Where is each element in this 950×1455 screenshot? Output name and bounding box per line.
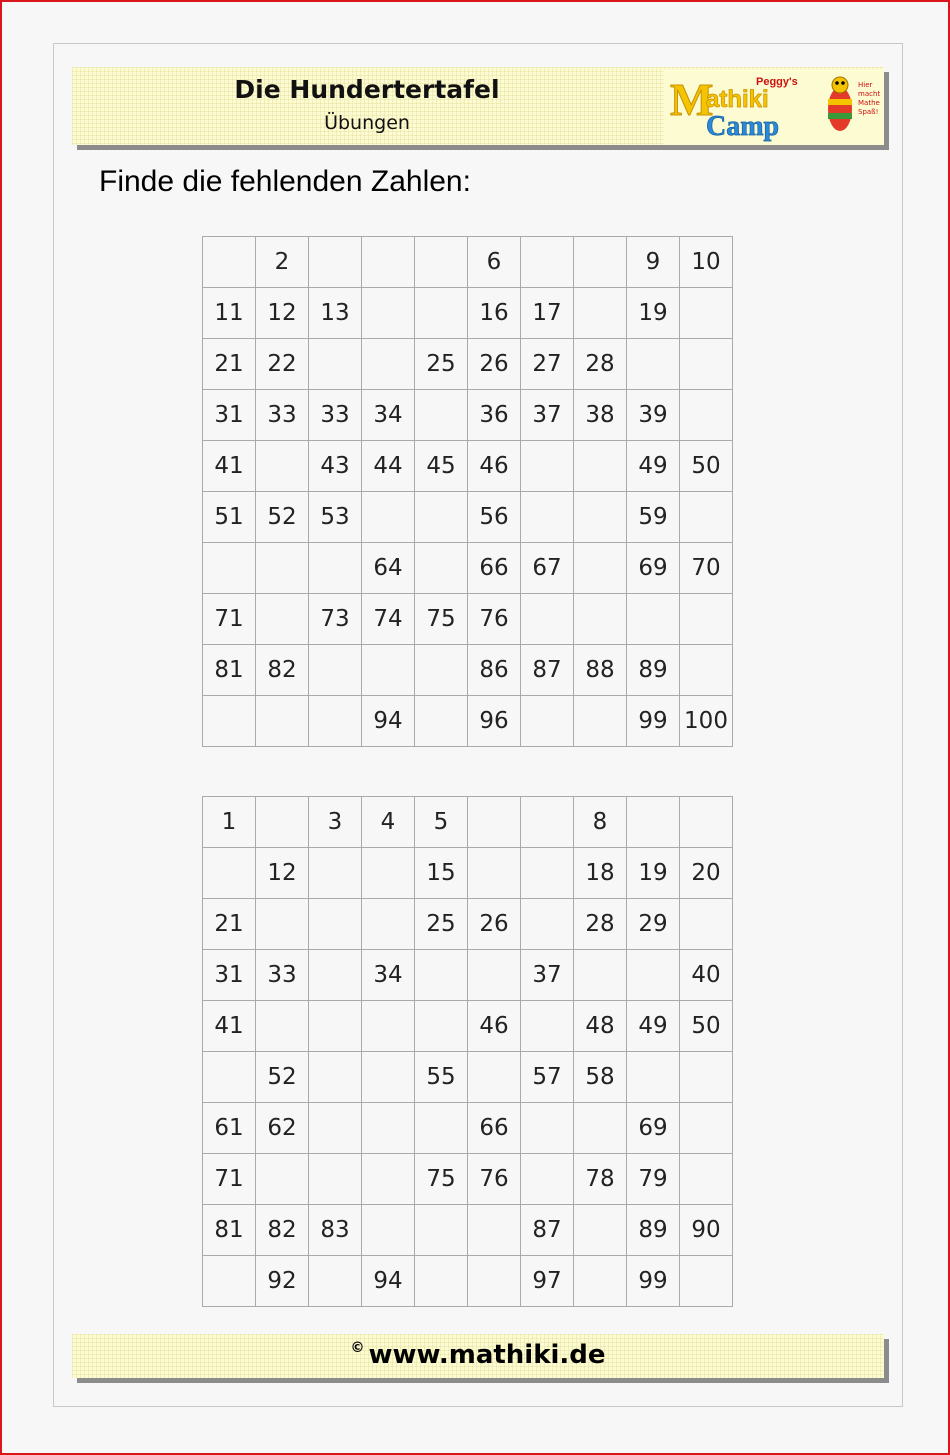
grid-cell: 12 (256, 288, 309, 339)
grid-cell-empty (680, 492, 733, 543)
grid-cell: 18 (574, 848, 627, 899)
grid-cell-empty (362, 339, 415, 390)
grid-cell-empty (680, 899, 733, 950)
grid-cell-empty (521, 1001, 574, 1052)
grid-cell: 17 (521, 288, 574, 339)
grid-cell: 12 (256, 848, 309, 899)
grid-cell-empty (627, 1052, 680, 1103)
grid-cell: 53 (309, 492, 362, 543)
grid-cell-empty (309, 848, 362, 899)
grid-cell-empty (256, 441, 309, 492)
grid-cell: 56 (468, 492, 521, 543)
grid-cell-empty (415, 492, 468, 543)
grid-cell-empty (468, 1052, 521, 1103)
grid-cell: 75 (415, 1154, 468, 1205)
grid-cell: 20 (680, 848, 733, 899)
grid-cell-empty (574, 696, 627, 747)
grid-row (203, 645, 733, 696)
grid-cell: 28 (574, 899, 627, 950)
grid-cell-empty (256, 899, 309, 950)
grid-cell: 79 (627, 1154, 680, 1205)
grid-cell: 43 (309, 441, 362, 492)
grid-cell: 46 (468, 441, 521, 492)
grid-cell-empty (468, 797, 521, 848)
grid-row (203, 1256, 733, 1307)
grid-cell: 50 (680, 441, 733, 492)
grid-cell: 81 (203, 1205, 256, 1256)
grid-cell-empty (309, 1256, 362, 1307)
grid-cell: 73 (309, 594, 362, 645)
grid-cell: 1 (203, 797, 256, 848)
grid-cell: 40 (680, 950, 733, 1001)
grid-cell: 9 (627, 237, 680, 288)
grid-cell: 36 (468, 390, 521, 441)
grid-cell-empty (521, 899, 574, 950)
mathiki-camp-logo (664, 69, 884, 145)
grid-cell-empty (362, 1052, 415, 1103)
worksheet-title: Die Hundertertafel (234, 75, 500, 104)
grid-cell-empty (680, 288, 733, 339)
grid-cell: 55 (415, 1052, 468, 1103)
copyright-symbol: © (350, 1340, 365, 1356)
grid-cell: 52 (256, 1052, 309, 1103)
grid-cell-empty (203, 543, 256, 594)
grid-row (203, 594, 733, 645)
grid-cell-empty (309, 1001, 362, 1052)
svg-text:Hier: Hier (858, 81, 873, 89)
grid-cell-empty (680, 1256, 733, 1307)
grid-cell: 31 (203, 390, 256, 441)
grid-cell-empty (309, 1103, 362, 1154)
grid-cell: 26 (468, 339, 521, 390)
grid-cell: 82 (256, 1205, 309, 1256)
grid-cell: 3 (309, 797, 362, 848)
grid-cell-empty (203, 1256, 256, 1307)
grid-row (203, 797, 733, 848)
grid-cell: 49 (627, 1001, 680, 1052)
grid-cell-empty (627, 594, 680, 645)
grid-cell: 70 (680, 543, 733, 594)
hundred-chart-1 (202, 236, 733, 747)
grid-cell: 13 (309, 288, 362, 339)
grid-cell-empty (309, 1154, 362, 1205)
grid-cell: 39 (627, 390, 680, 441)
grid-cell-empty (309, 339, 362, 390)
footer-url: www.mathiki.de (368, 1340, 606, 1370)
grid-cell-empty (574, 1205, 627, 1256)
grid-cell: 46 (468, 1001, 521, 1052)
grid-cell-empty (309, 645, 362, 696)
grid-cell: 15 (415, 848, 468, 899)
grid-cell-empty (362, 1001, 415, 1052)
grid-cell-empty (521, 237, 574, 288)
grid-row (203, 899, 733, 950)
grid-cell-empty (680, 339, 733, 390)
grid-cell-empty (521, 594, 574, 645)
grid-cell: 86 (468, 645, 521, 696)
grid-row (203, 1154, 733, 1205)
grid-cell: 89 (627, 645, 680, 696)
grid-cell: 90 (680, 1205, 733, 1256)
grid-cell: 82 (256, 645, 309, 696)
grid-cell: 19 (627, 848, 680, 899)
grid-cell: 10 (680, 237, 733, 288)
grid-cell: 87 (521, 645, 574, 696)
grid-cell-empty (415, 288, 468, 339)
grid-cell: 50 (680, 1001, 733, 1052)
grid-cell: 76 (468, 594, 521, 645)
grid-cell: 96 (468, 696, 521, 747)
grid-row (203, 492, 733, 543)
grid-cell: 58 (574, 1052, 627, 1103)
header-banner (72, 67, 884, 145)
grid-cell-empty (362, 1205, 415, 1256)
grid-cell: 94 (362, 696, 415, 747)
grid-cell: 49 (627, 441, 680, 492)
grid-cell-empty (415, 390, 468, 441)
grid-cell-empty (309, 696, 362, 747)
svg-text:Spaß!: Spaß! (858, 108, 879, 116)
grid-cell-empty (680, 1103, 733, 1154)
grid-cell: 28 (574, 339, 627, 390)
grid-cell-empty (415, 1205, 468, 1256)
grid-cell: 21 (203, 899, 256, 950)
grid-row (203, 441, 733, 492)
grid-cell: 25 (415, 339, 468, 390)
grid-cell: 22 (256, 339, 309, 390)
grid-cell-empty (574, 594, 627, 645)
grid-cell: 99 (627, 696, 680, 747)
grid-cell-empty (415, 543, 468, 594)
grid-cell: 71 (203, 1154, 256, 1205)
grid-cell-empty (574, 441, 627, 492)
grid-cell-empty (309, 237, 362, 288)
grid-cell-empty (362, 288, 415, 339)
svg-text:athiki: athiki (706, 86, 769, 113)
grid-cell-empty (362, 237, 415, 288)
footer-text (350, 1340, 605, 1370)
worksheet-subtitle: Übungen (324, 112, 410, 134)
grid-cell: 4 (362, 797, 415, 848)
grid-cell: 11 (203, 288, 256, 339)
grid-cell-empty (415, 950, 468, 1001)
grid-cell: 33 (256, 390, 309, 441)
grid-cell-empty (521, 848, 574, 899)
grid-cell: 69 (627, 543, 680, 594)
grid-row (203, 1052, 733, 1103)
grid-cell: 78 (574, 1154, 627, 1205)
grid-cell: 19 (627, 288, 680, 339)
grid-cell-empty (203, 237, 256, 288)
grid-cell: 62 (256, 1103, 309, 1154)
grid-cell: 41 (203, 1001, 256, 1052)
grid-cell-empty (468, 848, 521, 899)
grid-cell: 2 (256, 237, 309, 288)
grid-cell: 71 (203, 594, 256, 645)
grid-cell-empty (627, 797, 680, 848)
grid-cell-empty (415, 645, 468, 696)
grid-cell-empty (468, 1205, 521, 1256)
grid-cell-empty (362, 1103, 415, 1154)
grid-cell-empty (627, 339, 680, 390)
grid-cell: 27 (521, 339, 574, 390)
grid-cell-empty (521, 1154, 574, 1205)
grid-cell-empty (362, 899, 415, 950)
grid-cell: 81 (203, 645, 256, 696)
grid-cell-empty (680, 1154, 733, 1205)
grid-cell-empty (574, 1103, 627, 1154)
grid-cell-empty (203, 848, 256, 899)
grid-cell: 37 (521, 390, 574, 441)
grid-cell-empty (362, 492, 415, 543)
grid-cell-empty (256, 543, 309, 594)
grid-row (203, 1103, 733, 1154)
grid-cell: 45 (415, 441, 468, 492)
grid-cell-empty (468, 950, 521, 1001)
grid-cell: 64 (362, 543, 415, 594)
grid-cell: 57 (521, 1052, 574, 1103)
grid-cell-empty (203, 1052, 256, 1103)
grid-cell-empty (256, 1154, 309, 1205)
grid-cell-empty (362, 848, 415, 899)
grid-cell: 33 (309, 390, 362, 441)
grid-cell: 37 (521, 950, 574, 1001)
grid-cell-empty (415, 1103, 468, 1154)
grid-row (203, 1001, 733, 1052)
grid-row (203, 1205, 733, 1256)
grid-row (203, 237, 733, 288)
grid-cell-empty (415, 237, 468, 288)
grid-cell-empty (574, 237, 627, 288)
grid-cell: 97 (521, 1256, 574, 1307)
grid-row (203, 848, 733, 899)
grid-cell: 38 (574, 390, 627, 441)
grid-cell: 33 (256, 950, 309, 1001)
grid-cell: 75 (415, 594, 468, 645)
grid-cell: 29 (627, 899, 680, 950)
grid-cell-empty (256, 696, 309, 747)
grid-cell-empty (680, 645, 733, 696)
hundred-chart-2 (202, 796, 733, 1307)
grid-cell: 100 (680, 696, 733, 747)
grid-row (203, 950, 733, 1001)
grid-cell: 76 (468, 1154, 521, 1205)
grid-cell: 26 (468, 899, 521, 950)
grid-cell-empty (468, 1256, 521, 1307)
grid-cell-empty (309, 899, 362, 950)
grid-row (203, 696, 733, 747)
grid-cell: 21 (203, 339, 256, 390)
grid-cell: 66 (468, 543, 521, 594)
grid-cell: 67 (521, 543, 574, 594)
grid-cell-empty (415, 696, 468, 747)
grid-cell-empty (574, 950, 627, 1001)
grid-cell-empty (627, 950, 680, 1001)
instruction-text: Finde die fehlenden Zahlen: (99, 165, 471, 198)
grid-cell: 34 (362, 950, 415, 1001)
grid-row (203, 339, 733, 390)
grid-cell: 83 (309, 1205, 362, 1256)
grid-cell: 87 (521, 1205, 574, 1256)
grid-cell-empty (256, 594, 309, 645)
grid-cell: 92 (256, 1256, 309, 1307)
grid-cell: 34 (362, 390, 415, 441)
grid-cell-empty (574, 1256, 627, 1307)
svg-text:macht: macht (858, 90, 881, 98)
grid-cell: 5 (415, 797, 468, 848)
grid-cell: 41 (203, 441, 256, 492)
grid-cell-empty (362, 645, 415, 696)
grid-cell: 66 (468, 1103, 521, 1154)
grid-cell-empty (415, 1001, 468, 1052)
grid-row (203, 390, 733, 441)
svg-text:M: M (670, 74, 714, 125)
grid-cell: 89 (627, 1205, 680, 1256)
grid-cell: 25 (415, 899, 468, 950)
svg-text:Peggy's: Peggy's (756, 76, 798, 88)
grid-cell-empty (203, 696, 256, 747)
grid-cell: 51 (203, 492, 256, 543)
grid-cell-empty (309, 543, 362, 594)
grid-cell-empty (521, 1103, 574, 1154)
grid-cell: 44 (362, 441, 415, 492)
svg-text:Mathe: Mathe (858, 99, 880, 107)
grid-cell-empty (521, 797, 574, 848)
grid-cell: 61 (203, 1103, 256, 1154)
grid-cell: 31 (203, 950, 256, 1001)
grid-cell: 74 (362, 594, 415, 645)
grid-cell: 52 (256, 492, 309, 543)
grid-cell-empty (309, 1052, 362, 1103)
footer-banner (72, 1334, 884, 1378)
grid-cell: 6 (468, 237, 521, 288)
grid-cell-empty (521, 441, 574, 492)
grid-cell-empty (680, 390, 733, 441)
grid-cell: 16 (468, 288, 521, 339)
grid-cell: 99 (627, 1256, 680, 1307)
grid-cell-empty (574, 492, 627, 543)
grid-cell-empty (680, 594, 733, 645)
grid-cell-empty (680, 1052, 733, 1103)
grid-cell-empty (574, 288, 627, 339)
grid-cell: 94 (362, 1256, 415, 1307)
grid-row (203, 543, 733, 594)
grid-cell-empty (574, 543, 627, 594)
grid-cell-empty (680, 797, 733, 848)
grid-cell-empty (521, 696, 574, 747)
grid-cell: 69 (627, 1103, 680, 1154)
grid-cell: 88 (574, 645, 627, 696)
grid-cell: 48 (574, 1001, 627, 1052)
grid-cell-empty (415, 1256, 468, 1307)
grid-cell: 8 (574, 797, 627, 848)
svg-text:Camp: Camp (706, 111, 780, 142)
grid-cell: 59 (627, 492, 680, 543)
grid-cell-empty (521, 492, 574, 543)
grid-cell-empty (256, 797, 309, 848)
grid-cell-empty (362, 1154, 415, 1205)
grid-cell-empty (256, 1001, 309, 1052)
grid-row (203, 288, 733, 339)
grid-cell-empty (309, 950, 362, 1001)
